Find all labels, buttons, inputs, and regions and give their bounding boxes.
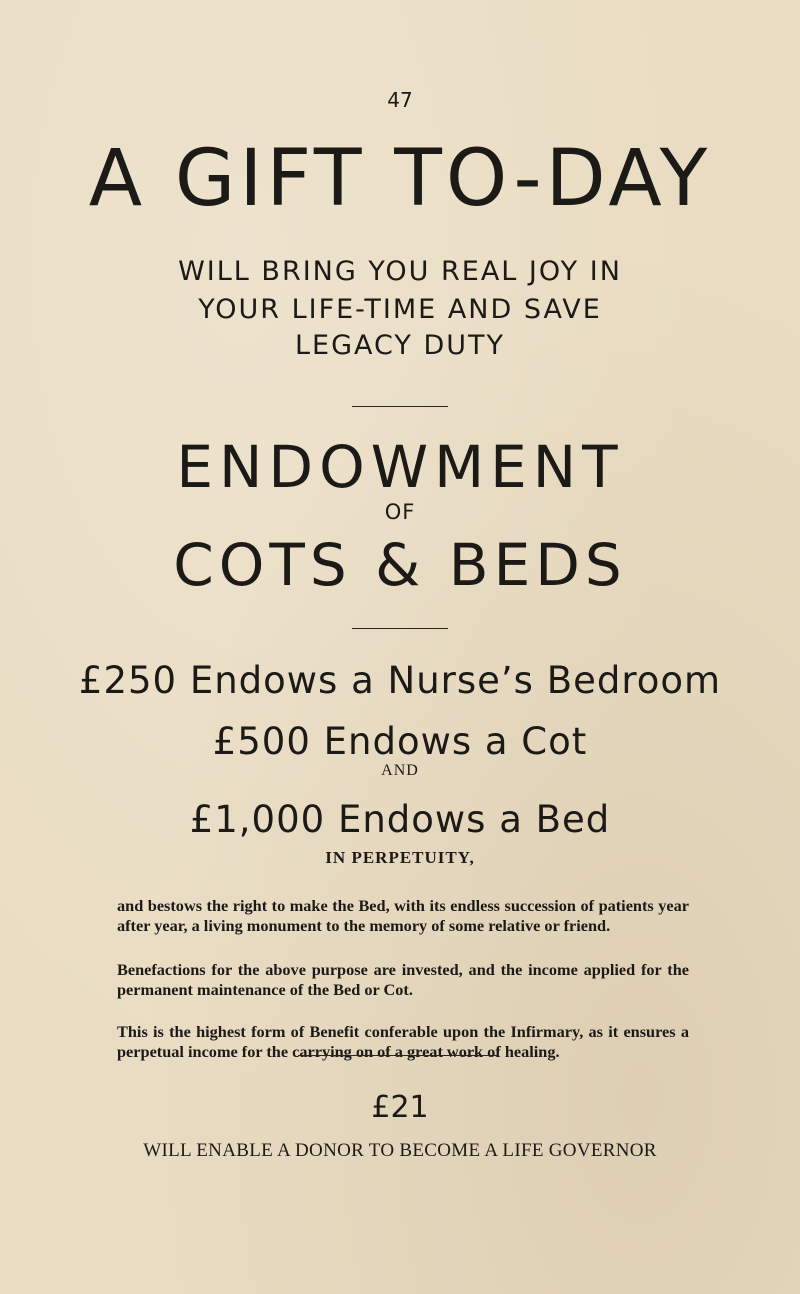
offer-cot: £500 Endows a Cot: [212, 720, 588, 763]
governor-text: WILL ENABLE A DONOR TO BECOME A LIFE GOVERNOR: [143, 1140, 657, 1161]
headline: A GIFT TO-DAY: [88, 134, 712, 224]
divider-bottom: [298, 1055, 498, 1056]
page-number: 47: [387, 88, 413, 112]
paragraph-bed-monument: and bestows the right to make the Bed, with its endless succession of patients year after year, a living monument to the memory of some relative or friend.: [117, 896, 689, 935]
offer-nurse-bedroom: £250 Endows a Nurse’s Bedroom: [78, 659, 722, 702]
subheadline-line-2: YOUR LIFE-TIME AND SAVE: [198, 294, 602, 325]
offer-connector: AND: [381, 762, 419, 779]
perpetuity-label: IN PERPETUITY,: [325, 848, 475, 867]
offer-bed: £1,000 Endows a Bed: [189, 798, 611, 841]
divider-top: [352, 406, 448, 407]
paragraph-highest-benefit: This is the highest form of Benefit conferable upon the Infirmary, as it ensures a perpetual income for the carrying on of a great work of healing.: [117, 1022, 689, 1061]
section-subject: COTS & BEDS: [173, 531, 627, 599]
subheadline-line-3: LEGACY DUTY: [294, 330, 505, 361]
subheadline-line-1: WILL BRING YOU REAL JOY IN: [178, 256, 622, 287]
governor-amount: £21: [371, 1090, 429, 1125]
section-title: ENDOWMENT: [176, 433, 624, 501]
section-connector: OF: [384, 500, 416, 524]
divider-middle: [352, 628, 448, 629]
paragraph-benefactions: Benefactions for the above purpose are invested, and the income applied for the permanent maintenance of the Bed or Cot.: [117, 960, 689, 999]
